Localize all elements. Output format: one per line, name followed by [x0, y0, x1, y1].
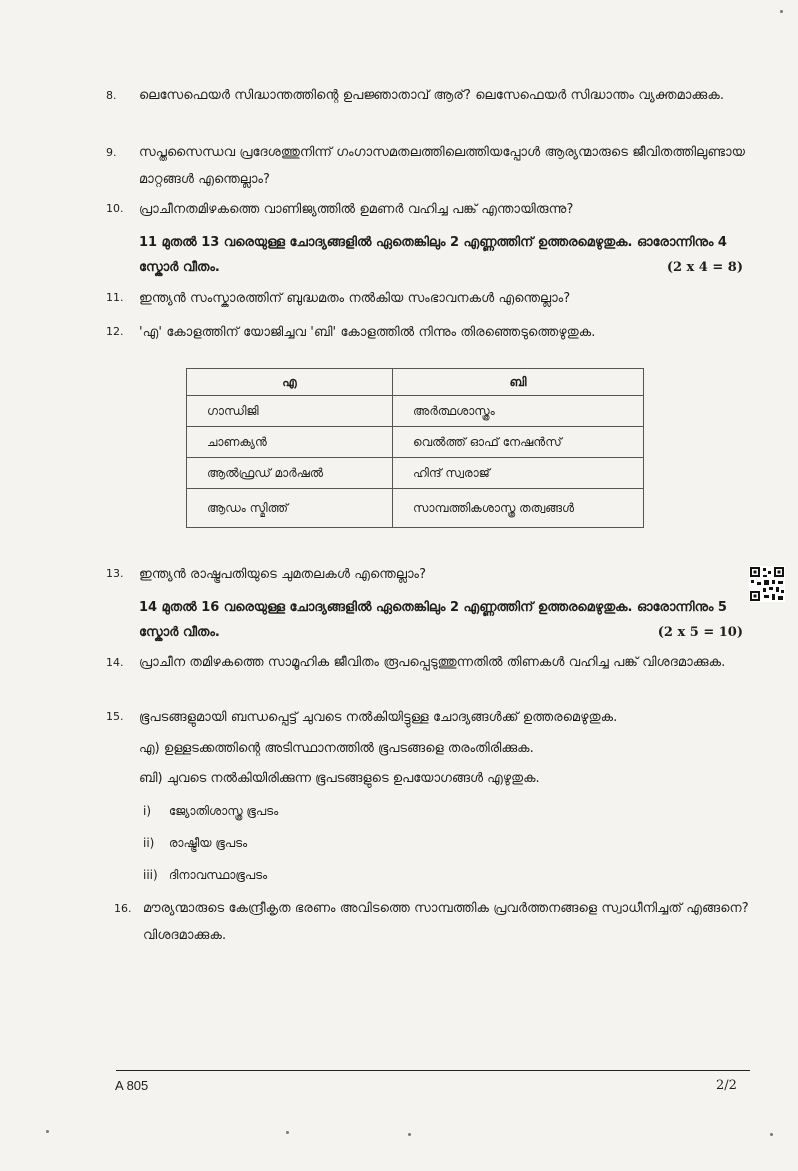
- table-row: [187, 427, 644, 458]
- item-text: ജ്യോതിശാസ്ത്ര ഭൂപടം: [168, 804, 279, 818]
- question-text: സപ്തസൈന്ധവ പ്രദേശത്തുനിന്ന് ഗംഗാസമതലത്തിലെത്തിയപ്പോൾ ആര്യന്മാരുടെ ജീവിതത്തിലുണ്ടായ മാറ്റങ്ങൾ എന്തെല്ലാം?: [139, 145, 746, 187]
- question-number: 15.: [106, 710, 124, 723]
- scan-speck: [408, 1133, 411, 1136]
- cell-b: ഹിന്ദ് സ്വരാജ്: [393, 458, 644, 489]
- item-numeral: iii): [143, 868, 158, 882]
- q15-item: [143, 800, 743, 822]
- match-table: [186, 368, 644, 528]
- question-number: 8.: [106, 89, 117, 102]
- section-instruction: [139, 230, 751, 280]
- scan-speck: [780, 10, 783, 13]
- question-text: 'എ' കോളത്തിന് യോജിച്ചവ 'ബി' കോളത്തിൽ നിന്നും തിരഞ്ഞെടുത്തെഴുതുക.: [139, 325, 596, 340]
- question-text: ഇന്ത്യൻ സംസ്കാരത്തിന് ബുദ്ധമതം നൽകിയ സംഭാവനകൾ എന്തെല്ലാം?: [139, 291, 571, 306]
- question-number: 14.: [106, 656, 124, 669]
- cell-b: വെൽത്ത് ഓഫ് നേഷൻസ്: [393, 427, 644, 458]
- question-number: 10.: [106, 202, 124, 215]
- q15-item: [143, 832, 743, 854]
- item-numeral: i): [143, 804, 152, 818]
- question-number: 9.: [106, 146, 117, 159]
- footer-divider: [116, 1070, 750, 1071]
- column-b-header: ബി: [393, 369, 644, 396]
- q15-part-a: എ) ഉള്ളടക്കത്തിന്റെ അടിസ്ഥാനത്തിൽ ഭൂപടങ്ങളെ തരംതിരിക്കുക.: [139, 741, 534, 756]
- question-number: 11.: [106, 291, 124, 304]
- table-header-row: [187, 369, 644, 396]
- item-numeral: ii): [143, 836, 155, 850]
- question-number: 12.: [106, 325, 124, 338]
- cell-a: ആൽഫ്രഡ് മാർഷൽ: [187, 458, 393, 489]
- table-row: [187, 458, 644, 489]
- question-text: ലെസേഫെയർ സിദ്ധാന്തത്തിന്റെ ഉപജ്ഞാതാവ് ആര്? ലെസേഫെയർ സിദ്ധാന്തം വ്യക്തമാക്കുക.: [139, 88, 725, 103]
- scan-speck: [46, 1130, 49, 1133]
- page-number: 2/2: [716, 1078, 737, 1093]
- cell-a: ഗാന്ധിജി: [187, 396, 393, 427]
- paper-code: A 805: [115, 1078, 149, 1093]
- marks-allocation: (2 x 5 = 10): [657, 625, 743, 640]
- table-row: [187, 489, 644, 528]
- instruction-text: 11 മുതൽ 13 വരെയുള്ള ചോദ്യങ്ങളിൽ ഏതെങ്കിലും 2 എണ്ണത്തിന് ഉത്തരമെഴുതുക. ഓരോന്നിനും 4 സ്കോർ വീതം.: [139, 235, 727, 275]
- question-number: 16.: [114, 902, 132, 915]
- cell-a: ആഡം സ്മിത്ത്: [187, 489, 393, 528]
- marks-allocation: (2 x 4 = 8): [666, 260, 743, 275]
- cell-b: സാമ്പത്തികശാസ്ത്ര തത്വങ്ങൾ: [393, 489, 644, 528]
- question-text: പ്രാചീന തമിഴകത്തെ സാമൂഹിക ജീവിതം രൂപപ്പെടുത്തുന്നതിൽ തിണകൾ വഹിച്ച പങ്ക് വിശദമാക്കുക.: [139, 655, 726, 670]
- item-text: രാഷ്ട്രീയ ഭൂപടം: [168, 836, 248, 850]
- q15-item: [143, 864, 743, 886]
- question-text: ഇന്ത്യൻ രാഷ്ട്രപതിയുടെ ചുമതലകൾ എന്തെല്ലാം?: [139, 567, 427, 582]
- table-row: [187, 396, 644, 427]
- item-text: ദിനാവസ്ഥാഭൂപടം: [168, 868, 268, 882]
- column-a-header: എ: [187, 369, 393, 396]
- scan-speck: [770, 1133, 773, 1136]
- cell-b: അർത്ഥശാസ്ത്രം: [393, 396, 644, 427]
- cell-a: ചാണക്യൻ: [187, 427, 393, 458]
- question-text: ഭൂപടങ്ങളുമായി ബന്ധപ്പെട്ട് ചുവടെ നൽകിയിട്ടുള്ള ചോദ്യങ്ങൾക്ക് ഉത്തരമെഴുതുക.: [139, 710, 618, 725]
- qr-code: [749, 566, 785, 602]
- section-instruction: [139, 595, 751, 645]
- scan-speck: [286, 1131, 289, 1134]
- question-text: മൗര്യന്മാരുടെ കേന്ദ്രീകൃത ഭരണം അവിടത്തെ സാമ്പത്തിക പ്രവർത്തനങ്ങളെ സ്വാധീനിച്ചത് എങ്ങനെ? വിശദമാക്കുക.: [143, 901, 749, 943]
- q15-part-b: ബി) ചുവടെ നൽകിയിരിക്കുന്ന ഭൂപടങ്ങളുടെ ഉപയോഗങ്ങൾ എഴുതുക.: [139, 771, 540, 786]
- question-number: 13.: [106, 567, 124, 580]
- question-text: പ്രാചീനതമിഴകത്തെ വാണിജ്യത്തിൽ ഉമണർ വഹിച്ച പങ്ക് എന്തായിരുന്നു?: [139, 202, 574, 217]
- instruction-text: 14 മുതൽ 16 വരെയുള്ള ചോദ്യങ്ങളിൽ ഏതെങ്കിലും 2 എണ്ണത്തിന് ഉത്തരമെഴുതുക. ഓരോന്നിനും 5 സ്കോർ വീതം.: [139, 600, 727, 640]
